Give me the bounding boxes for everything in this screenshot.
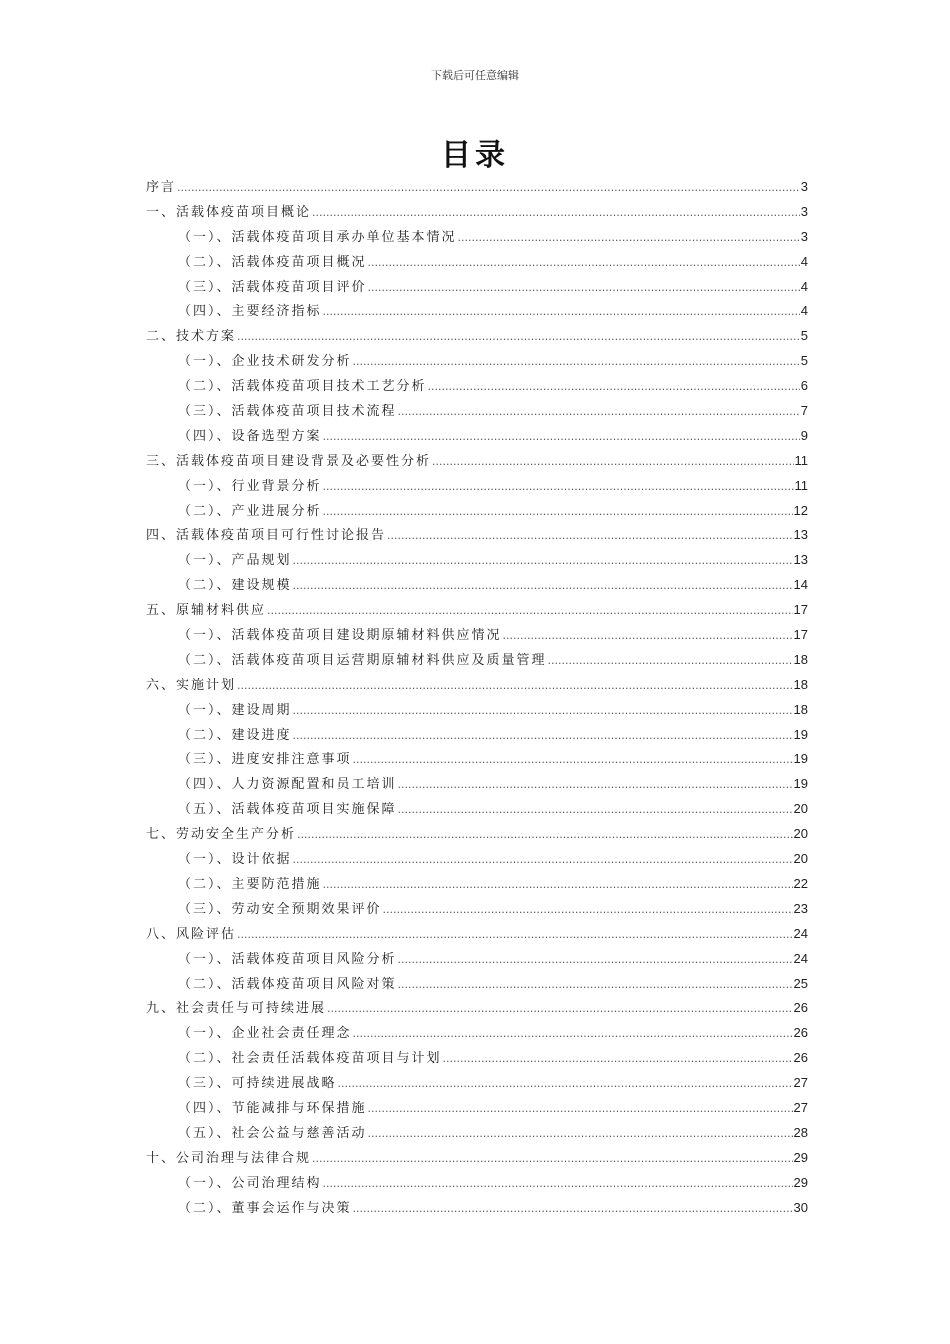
toc-entry-title: （一）、活载体疫苗项目建设期原辅材料供应情况 xyxy=(178,628,502,644)
toc-entry-title: 八、风险评估 xyxy=(146,926,237,942)
toc-entry-title: （二）、活载体疫苗项目运营期原辅材料供应及质量管理 xyxy=(178,652,547,668)
toc-dot-leader xyxy=(398,953,793,966)
toc-entry-title: （一）、公司治理结构 xyxy=(178,1175,322,1191)
toc-entry-title: （二）、活载体疫苗项目风险对策 xyxy=(178,976,397,992)
toc-dot-leader xyxy=(293,554,793,567)
toc-page-number: 17 xyxy=(793,627,808,643)
toc-dot-leader xyxy=(323,430,800,443)
toc-dot-leader xyxy=(293,704,793,717)
toc-page-number: 28 xyxy=(793,1124,808,1140)
toc-dot-leader xyxy=(368,1102,793,1115)
toc-page-number: 18 xyxy=(793,701,808,717)
toc-entry[interactable] xyxy=(146,1072,808,1097)
toc-entry-title: （五）、社会公益与慈善活动 xyxy=(178,1125,367,1141)
toc-dot-leader xyxy=(297,828,793,841)
toc-dot-leader xyxy=(428,380,800,393)
toc-entry-title: （二）、建设规模 xyxy=(178,578,292,594)
toc-dot-leader xyxy=(323,480,794,493)
toc-entry-title: （四）、主要经济指标 xyxy=(178,304,322,320)
toc-page-number: 19 xyxy=(793,751,808,767)
toc-entry[interactable] xyxy=(146,375,808,400)
toc-entry-title: （一）、企业技术研发分析 xyxy=(178,354,352,370)
toc-entry-title: （四）、节能减排与环保措施 xyxy=(178,1100,367,1116)
toc-entry[interactable] xyxy=(146,798,808,823)
toc-page-number: 23 xyxy=(793,900,808,916)
toc-dot-leader xyxy=(368,1127,793,1140)
toc-page-number: 18 xyxy=(793,676,808,692)
toc-dot-leader xyxy=(443,1052,793,1065)
toc-entry[interactable] xyxy=(146,475,808,500)
toc-dot-leader xyxy=(458,231,800,244)
toc-page-number: 4 xyxy=(800,253,808,269)
toc-entry[interactable] xyxy=(146,724,808,749)
toc-entry[interactable] xyxy=(146,350,808,375)
toc-page-number: 22 xyxy=(793,875,808,891)
toc-entry[interactable] xyxy=(146,1047,808,1072)
toc-page-number: 20 xyxy=(793,851,808,867)
toc-page-number: 26 xyxy=(793,1050,808,1066)
toc-entry[interactable] xyxy=(146,1122,808,1147)
toc-entry-title: （五）、活载体疫苗项目实施保障 xyxy=(178,802,397,818)
toc-entry-title: （一）、活载体疫苗项目承办单位基本情况 xyxy=(178,229,457,245)
toc-entry-title: （一）、产品规划 xyxy=(178,553,292,569)
toc-entry[interactable] xyxy=(146,1172,808,1197)
toc-dot-leader xyxy=(237,928,793,941)
toc-entry-title: （三）、活载体疫苗项目评价 xyxy=(178,279,367,295)
toc-entry-title: （二）、建设进度 xyxy=(178,727,292,743)
toc-entry-title: 六、实施计划 xyxy=(146,677,237,693)
toc-entry[interactable] xyxy=(146,201,808,226)
toc-entry-title: （三）、劳动安全预期效果评价 xyxy=(178,901,382,917)
toc-entry-title: 三、活载体疫苗项目建设背景及必要性分析 xyxy=(146,453,432,469)
toc-page-number: 30 xyxy=(793,1199,808,1215)
toc-entry[interactable] xyxy=(146,699,808,724)
toc-dot-leader xyxy=(323,1177,793,1190)
toc-entry[interactable] xyxy=(146,1197,808,1222)
toc-page-number: 26 xyxy=(793,1025,808,1041)
toc-entry-title: （四）、设备选型方案 xyxy=(178,428,322,444)
toc-dot-leader xyxy=(353,355,800,368)
toc-entry[interactable] xyxy=(146,948,808,973)
page-title: 目录 xyxy=(441,138,509,173)
toc-entry-title: （二）、活载体疫苗项目技术工艺分析 xyxy=(178,379,427,395)
toc-page-number: 19 xyxy=(793,776,808,792)
toc-dot-leader xyxy=(267,604,793,617)
toc-entry[interactable] xyxy=(146,450,808,475)
toc-entry[interactable] xyxy=(146,1147,808,1172)
toc-entry[interactable] xyxy=(146,425,808,450)
toc-dot-leader xyxy=(338,1077,793,1090)
toc-dot-leader xyxy=(312,1152,793,1165)
toc-page-number: 9 xyxy=(800,427,808,443)
toc-entry[interactable] xyxy=(146,599,808,624)
toc-dot-leader xyxy=(387,529,793,542)
toc-dot-leader xyxy=(323,305,800,318)
toc-dot-leader xyxy=(398,978,793,991)
toc-entry[interactable] xyxy=(146,923,808,948)
toc-entry-title: （三）、可持续进展战略 xyxy=(178,1076,337,1092)
toc-page-number: 4 xyxy=(800,303,808,319)
toc-dot-leader xyxy=(398,803,793,816)
toc-entry-title: （一）、行业背景分析 xyxy=(178,478,322,494)
toc-entry-title: 十、公司治理与法律合规 xyxy=(146,1150,312,1166)
toc-entry[interactable] xyxy=(146,624,808,649)
toc-entry[interactable] xyxy=(146,176,808,201)
toc-entry-title: （一）、设计依据 xyxy=(178,852,292,868)
toc-page-number: 29 xyxy=(793,1174,808,1190)
toc-page-number: 27 xyxy=(793,1099,808,1115)
toc-entry[interactable] xyxy=(146,524,808,549)
toc-entry-title: （二）、活载体疫苗项目概况 xyxy=(178,254,367,270)
toc-entry-title: 二、技术方案 xyxy=(146,329,237,345)
toc-dot-leader xyxy=(323,505,793,518)
toc-dot-leader xyxy=(353,753,793,766)
toc-entry[interactable] xyxy=(146,674,808,699)
toc-page-number: 11 xyxy=(794,452,808,468)
toc-page-number: 14 xyxy=(793,577,808,593)
toc-entry-title: （二）、主要防范措施 xyxy=(178,876,322,892)
toc-dot-leader xyxy=(293,729,793,742)
toc-dot-leader xyxy=(237,679,793,692)
toc-page-number: 24 xyxy=(793,950,808,966)
toc-page-number: 29 xyxy=(793,1149,808,1165)
toc-dot-leader xyxy=(503,629,793,642)
toc-entry-title: 序言 xyxy=(146,180,177,195)
toc-page-number: 5 xyxy=(800,353,808,369)
toc-entry[interactable] xyxy=(146,400,808,425)
toc-page-number: 4 xyxy=(800,278,808,294)
toc-dot-leader xyxy=(432,455,793,468)
toc-page-number: 20 xyxy=(793,801,808,817)
toc-page-number: 12 xyxy=(793,502,808,518)
toc-dot-leader xyxy=(398,405,800,418)
toc-dot-leader xyxy=(293,579,793,592)
toc-entry[interactable] xyxy=(146,997,808,1022)
toc-page-number: 27 xyxy=(793,1075,808,1091)
toc-entry-title: 九、社会责任与可持续进展 xyxy=(146,1001,327,1017)
toc-dot-leader xyxy=(398,778,793,791)
toc-dot-leader xyxy=(293,853,793,866)
toc-entry-title: （三）、进度安排注意事项 xyxy=(178,752,352,768)
toc-entry[interactable] xyxy=(146,898,808,923)
toc-entry-title: （一）、活载体疫苗项目风险分析 xyxy=(178,951,397,967)
toc-entry-title: （三）、活载体疫苗项目技术流程 xyxy=(178,404,397,420)
toc-page-number: 3 xyxy=(800,203,808,219)
toc-dot-leader xyxy=(353,1202,793,1215)
toc-entry-title: （二）、产业进展分析 xyxy=(178,503,322,519)
toc-dot-leader xyxy=(237,330,800,343)
toc-entry-title: 四、活载体疫苗项目可行性讨论报告 xyxy=(146,528,387,544)
toc-page-number: 25 xyxy=(793,975,808,991)
toc-entry-title: （二）、社会责任活载体疫苗项目与计划 xyxy=(178,1051,442,1067)
toc-entry[interactable] xyxy=(146,1097,808,1122)
toc-page-number: 3 xyxy=(800,228,808,244)
toc-page-number: 19 xyxy=(793,726,808,742)
toc-entry[interactable] xyxy=(146,251,808,276)
toc-entry[interactable] xyxy=(146,823,808,848)
toc-entry[interactable] xyxy=(146,848,808,873)
toc-page-number: 5 xyxy=(800,328,808,344)
toc-page-number: 13 xyxy=(793,527,808,543)
toc-entry[interactable] xyxy=(146,325,808,350)
toc-page-number: 7 xyxy=(800,403,808,419)
toc-page-number: 20 xyxy=(793,826,808,842)
toc-entry[interactable] xyxy=(146,1022,808,1047)
toc-dot-leader xyxy=(548,654,793,667)
toc-page-number: 17 xyxy=(793,602,808,618)
page-header: 下载后可任意编辑 xyxy=(431,69,519,82)
toc-dot-leader xyxy=(368,256,800,269)
toc-page-number: 13 xyxy=(793,552,808,568)
toc-page-number: 24 xyxy=(793,925,808,941)
toc-entry-title: （四）、人力资源配置和员工培训 xyxy=(178,777,397,793)
toc-entry-title: （二）、董事会运作与决策 xyxy=(178,1200,352,1216)
toc-page-number: 18 xyxy=(793,651,808,667)
toc-entry-title: 七、劳动安全生产分析 xyxy=(146,827,297,843)
toc-entry[interactable] xyxy=(146,549,808,574)
toc-entry[interactable] xyxy=(146,574,808,599)
toc-dot-leader xyxy=(327,1002,793,1015)
toc-entry[interactable] xyxy=(146,500,808,525)
toc-entry-title: 一、活载体疫苗项目概论 xyxy=(146,204,312,220)
toc-entry[interactable] xyxy=(146,226,808,251)
table-of-contents xyxy=(146,176,808,1221)
toc-page-number: 11 xyxy=(794,477,808,493)
toc-entry-title: （一）、企业社会责任理念 xyxy=(178,1026,352,1042)
toc-entry[interactable] xyxy=(146,276,808,301)
toc-entry[interactable] xyxy=(146,773,808,798)
toc-entry[interactable] xyxy=(146,973,808,998)
toc-entry[interactable] xyxy=(146,300,808,325)
toc-dot-leader xyxy=(383,903,793,916)
toc-entry[interactable] xyxy=(146,873,808,898)
toc-page-number: 26 xyxy=(793,1000,808,1016)
toc-entry-title: 五、原辅材料供应 xyxy=(146,603,267,619)
toc-dot-leader xyxy=(353,1027,793,1040)
toc-entry-title: （一）、建设周期 xyxy=(178,702,292,718)
toc-dot-leader xyxy=(368,281,800,294)
toc-dot-leader xyxy=(323,878,793,891)
toc-dot-leader xyxy=(312,206,800,219)
toc-dot-leader xyxy=(177,181,800,194)
toc-entry[interactable] xyxy=(146,649,808,674)
toc-page-number: 6 xyxy=(800,378,808,394)
toc-entry[interactable] xyxy=(146,748,808,773)
toc-page-number: 3 xyxy=(800,179,808,194)
